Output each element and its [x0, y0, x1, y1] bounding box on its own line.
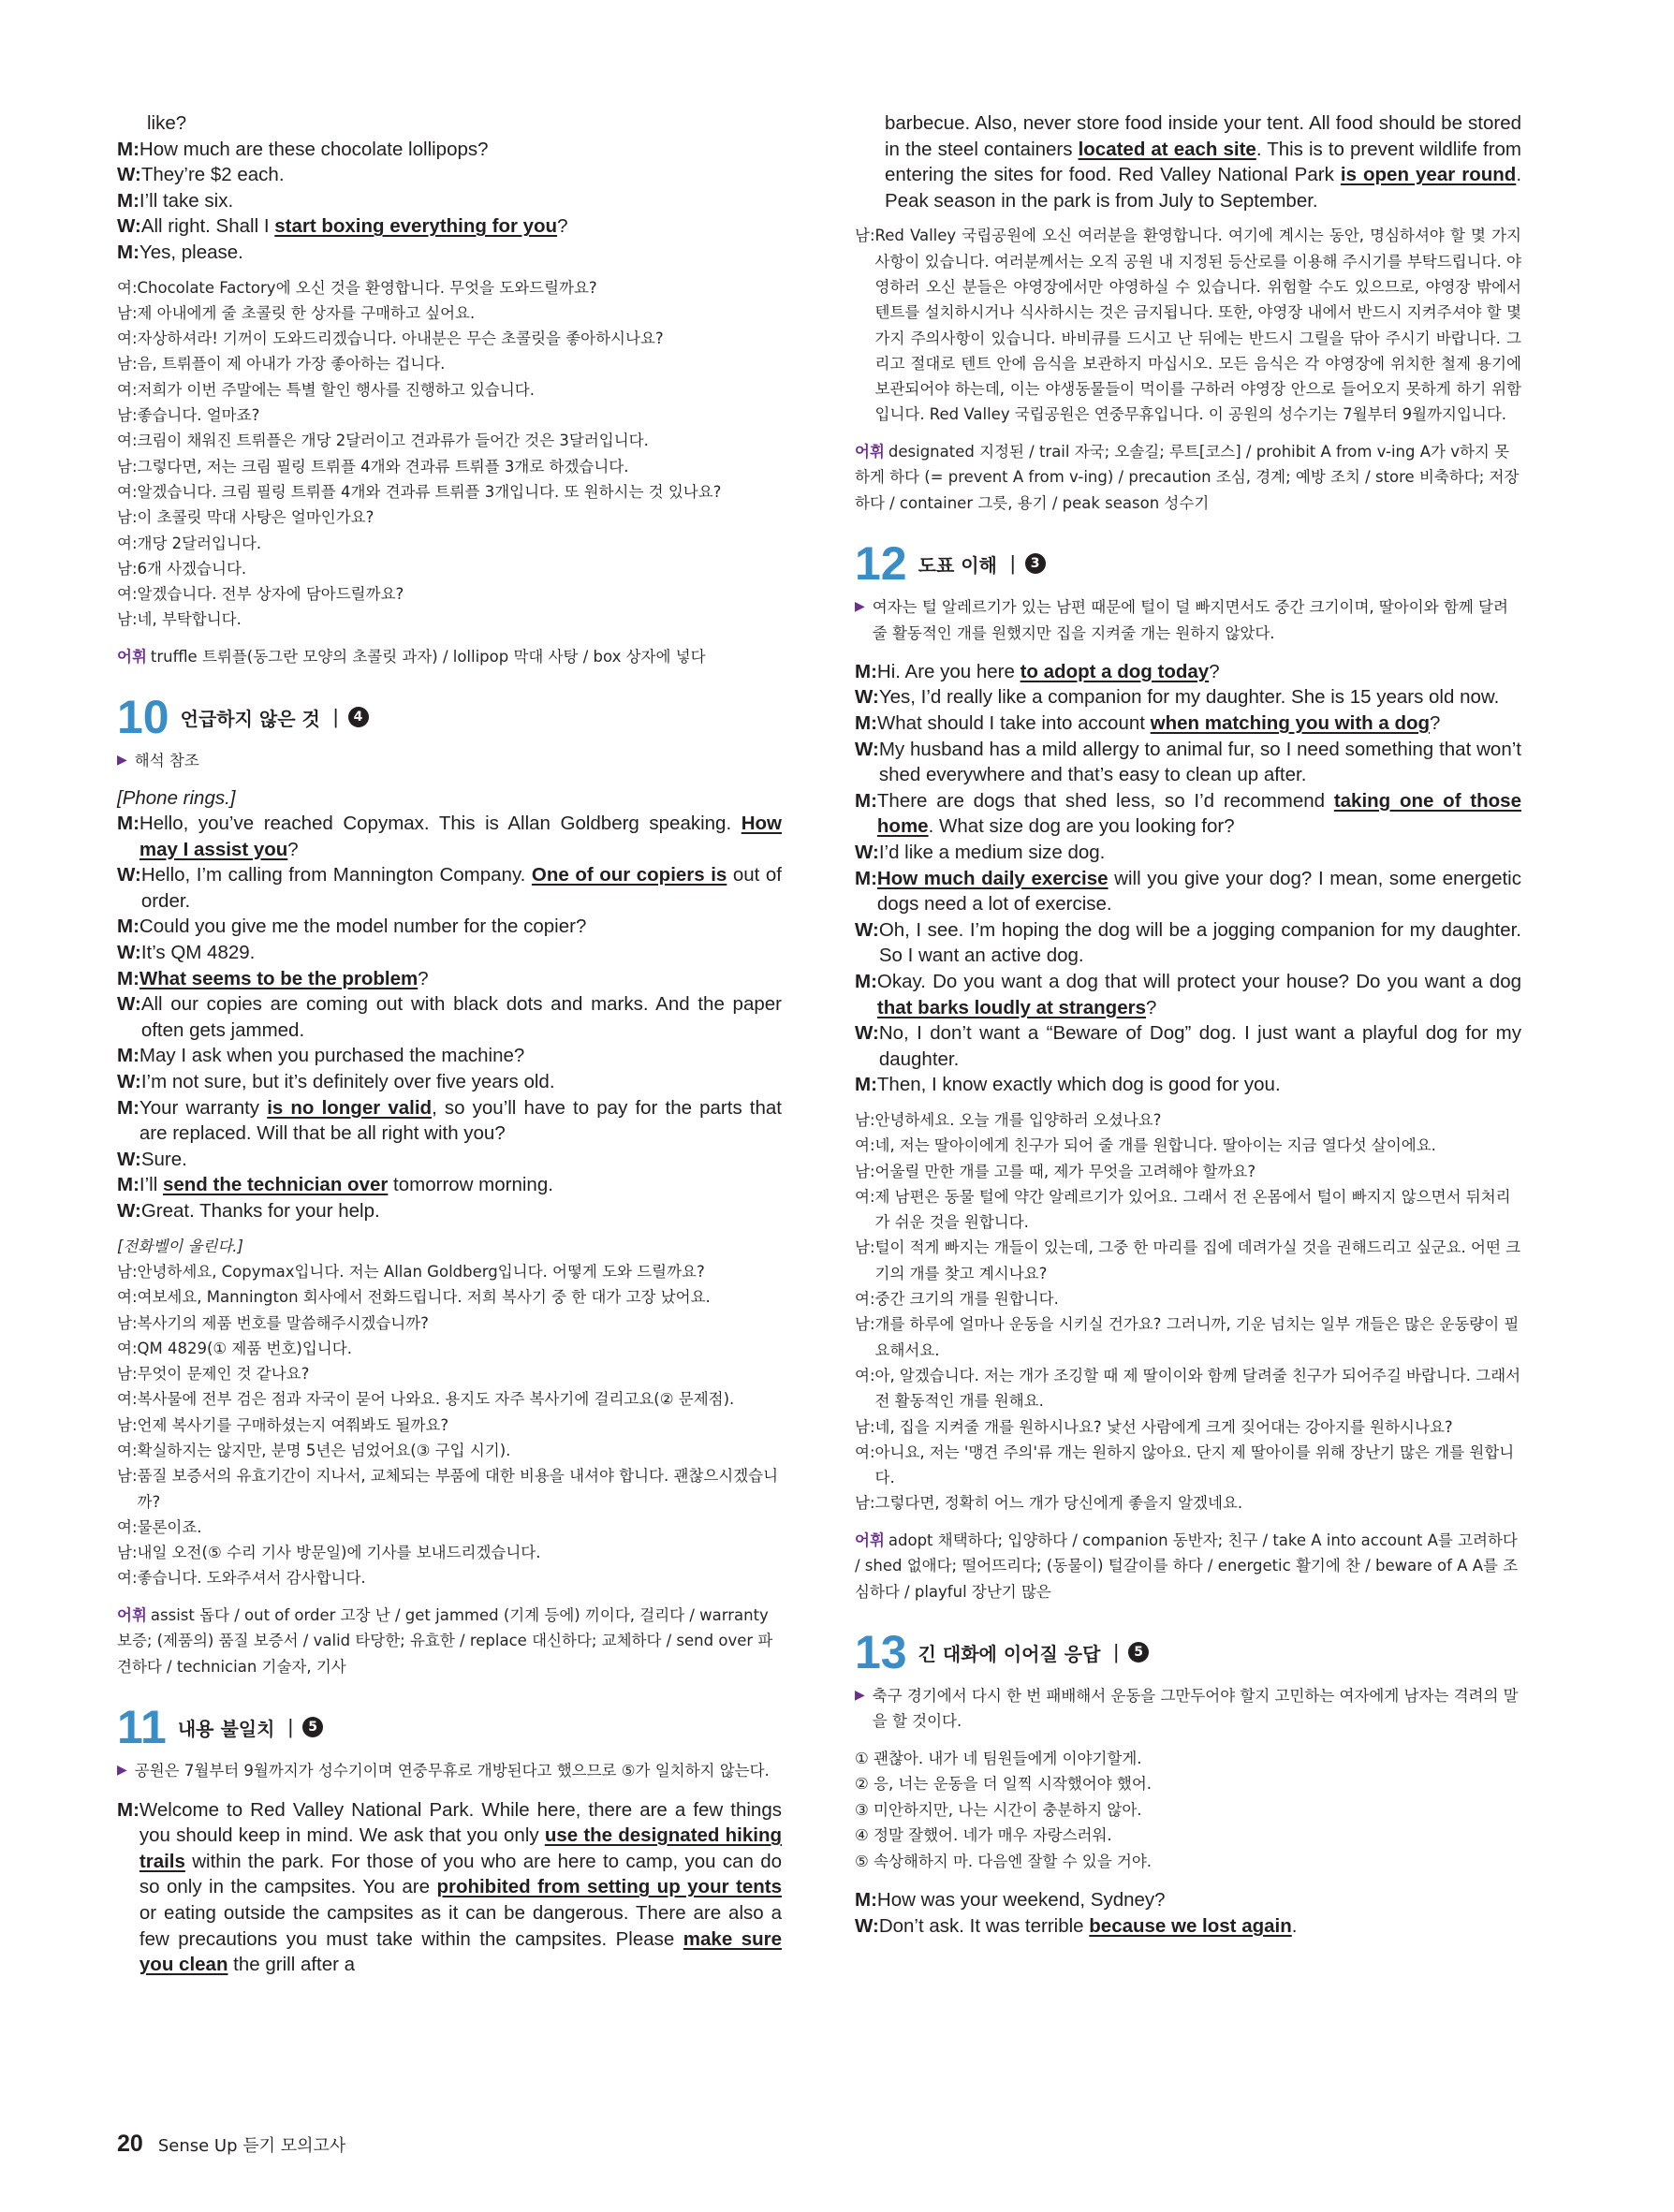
dialogue-line — [117, 213, 782, 240]
speaker-label: M: — [855, 712, 877, 735]
korean-translation-q10 — [117, 1234, 782, 1591]
answer-badge: 4 — [348, 707, 369, 727]
translation-line: 남: 언제 복사기를 구매하셨는지 여쭤봐도 될까요? — [117, 1413, 782, 1438]
speaker-label: M: — [855, 867, 877, 889]
text-segment: My husband has a mild allergy to animal fur, so I need something that won’t shed everywhere and that’s easy to clean up after. — [878, 738, 1521, 786]
question-type: 긴 대화에 이어질 응답 — [918, 1642, 1101, 1665]
key-phrase: because we lost again — [1089, 1914, 1292, 1937]
triangle-icon: ▶ — [117, 1763, 127, 1779]
speaker-label: W: — [117, 164, 141, 186]
key-phrase: that barks loudly at strangers — [876, 996, 1146, 1018]
speaker-label: M: — [117, 916, 140, 938]
speaker-label: 남: — [117, 1313, 138, 1332]
dialogue-line — [117, 940, 782, 966]
translation-line: 남: 그렇다면, 저는 크림 필링 트뤼플 4개와 견과류 트뤼플 3개로 하겠습니다. — [117, 454, 782, 479]
speaker-label: 남: — [117, 508, 138, 527]
speaker-label: M: — [117, 967, 140, 989]
speaker-label: 남: — [855, 1315, 875, 1334]
dialogue-line — [855, 866, 1521, 917]
text-segment: I’d like a medium size dog. — [878, 842, 1106, 863]
dialogue-line — [855, 1887, 1521, 1913]
translation-line: 남: 좋습니다. 얼마죠? — [117, 403, 782, 428]
text-segment: the grill after a — [228, 1954, 356, 1976]
speaker-label: W: — [117, 1200, 141, 1223]
dialogue-line — [855, 684, 1521, 710]
question-11-note: ▶ 공원은 7월부터 9월까지가 성수기이며 연중무휴로 개방된다고 했으므로 ⑤가 일치하지 않는다. — [117, 1758, 782, 1783]
speaker-label: 남: — [117, 406, 138, 425]
triangle-icon: ▶ — [855, 1688, 865, 1704]
speaker-label: M: — [855, 970, 877, 992]
answer-badge: 3 — [1025, 553, 1046, 574]
text-segment: within the park. For those of you who are here to camp, you can do so only in the campsites. You are — [139, 1850, 782, 1898]
text-segment: They’re $2 each. — [140, 164, 285, 186]
speaker-label: M: — [117, 241, 140, 263]
dialogue-line — [855, 737, 1521, 788]
speaker-label: 남: — [117, 1467, 138, 1486]
speaker-label: 여: — [855, 1290, 875, 1309]
speaker-label: 남: — [117, 559, 138, 578]
translation-line: 여: 복사물에 전부 검은 점과 자국이 묻어 나와요. 용지도 자주 복사기에 걸리고요(② 문제점). — [117, 1386, 782, 1412]
speaker-label: 남: — [117, 1544, 138, 1562]
speaker-label: 여: — [855, 1443, 875, 1461]
triangle-icon: ▶ — [855, 599, 865, 615]
speaker-label: M: — [117, 138, 140, 160]
speaker-label: 여: — [117, 585, 138, 604]
speaker-label: 여: — [117, 1517, 138, 1536]
text-segment: ? — [1430, 712, 1441, 735]
text-segment: , so you’ll have to pay for the parts that are replaced. Will that be all right with you? — [139, 1096, 783, 1145]
dialogue-line — [855, 788, 1521, 840]
translation-line: 여: 알겠습니다. 전부 상자에 담아드릴까요? — [117, 581, 782, 607]
translation-line: 남: 네, 집을 지켜줄 개를 원하시나요? 낯선 사람에게 크게 짖어대는 강아지를 원하시나요? — [855, 1414, 1521, 1440]
speaker-label: 여: — [117, 534, 138, 552]
dialogue-line — [117, 991, 782, 1043]
text-segment: like? — [147, 112, 187, 134]
key-phrase: is open year round — [1340, 164, 1517, 186]
question-type: 언급하지 않은 것 — [180, 707, 320, 730]
question-number: 10 — [117, 691, 169, 744]
translation-line: 여: 알겠습니다. 크림 필링 트뤼플 4개와 견과류 트뤼플 3개입니다. 또 원하시는 것 있나요? — [117, 479, 782, 505]
text-segment: How was your weekend, Sydney? — [876, 1889, 1166, 1912]
text-segment: out of order. — [140, 864, 782, 912]
key-phrase: prohibited from setting up your tents — [436, 1876, 782, 1898]
key-phrase: located at each site — [1078, 138, 1256, 160]
dialogue-line — [855, 710, 1521, 737]
translation-line: 여: 여보세요, Mannington 회사에서 전화드립니다. 저희 복사기 중 한 대가 고장 났어요. — [117, 1284, 782, 1310]
text-segment: . This is to prevent wildlife from entering the sites for food. Red Valley National Park — [885, 138, 1522, 186]
speaker-label: 남: — [855, 1110, 875, 1129]
book-title: Sense Up 듣기 모의고사 — [157, 2136, 346, 2156]
speaker-label: W: — [855, 1022, 879, 1045]
dialogue-line — [855, 1020, 1521, 1072]
key-phrase: One of our copiers is — [531, 864, 727, 886]
translation-line: 남: 6개 사겠습니다. — [117, 556, 782, 581]
question-13-note: ▶ 축구 경기에서 다시 한 번 패배해서 운동을 그만두어야 할지 고민하는 여자에게 남자는 격려의 말을 할 것이다. — [855, 1683, 1521, 1735]
key-phrase: taking one of those home — [876, 789, 1521, 838]
text-segment: ? — [418, 967, 429, 989]
speaker-label: W: — [855, 738, 879, 760]
option-3: ③ 미안하지만, 나는 시간이 충분하지 않아. — [855, 1800, 1142, 1819]
question-13-header: 13 긴 대화에 이어질 응답 | 5 — [855, 1629, 1521, 1676]
right-column — [855, 110, 1521, 1939]
question-12-note: ▶ 여자는 털 알레르기가 있는 남편 때문에 털이 덜 빠지면서도 중간 크기이며, 딸아이와 함께 달려줄 활동적인 개를 원했지만 집을 지켜줄 개는 원하지 않았다. — [855, 594, 1521, 646]
translation-line: 남: 제 아내에게 줄 초콜릿 한 상자를 구매하고 싶어요. — [117, 300, 782, 326]
key-phrase: make sure you clean — [139, 1927, 782, 1976]
page-number: 20 — [117, 2131, 143, 2157]
translation-line: 남: 무엇이 문제인 것 같나요? — [117, 1361, 782, 1386]
translation-line: 남: 어울릴 만한 개를 고를 때, 제가 무엇을 고려해야 할까요? — [855, 1159, 1521, 1184]
speaker-label: 여: — [117, 1339, 138, 1357]
text-segment: Yes, I’d really like a companion for my daughter. She is 15 years old now. — [878, 686, 1500, 709]
text-segment: Hi. Are you here — [876, 660, 1021, 682]
speaker-label: W: — [117, 215, 141, 238]
speaker-label: 여: — [117, 330, 138, 348]
question-number: 12 — [855, 537, 907, 591]
vocab-q11: 어휘 designated 지정된 / trail 자국; 오솔길; 루트[코스] / prohibit A from v-ing A가 v하지 못하게 하다 (= prevent A from v-ing) / precaution 조심, 경계; 예방 조치 / store 비축하다; 저장하다 / container 그릇, 용기 / peak season 성수기 — [855, 442, 1520, 512]
text-segment: Hello, you’ve reached Copymax. This is Allan Goldberg speaking. — [139, 813, 742, 835]
page-footer — [117, 2131, 345, 2158]
translation-line: 여: 크림이 채워진 트뤼플은 개당 2달러이고 견과류가 들어간 것은 3달러입니다. — [117, 428, 782, 453]
translation-line: 남: 품질 보증서의 유효기간이 지나서, 교체되는 부품에 대한 비용을 내셔야 합니다. 괜찮으시겠습니까? — [117, 1463, 782, 1515]
dialogue-line — [117, 1198, 782, 1224]
translation-line: 남: 복사기의 제품 번호를 말씀해주시겠습니까? — [117, 1311, 782, 1336]
speaker-label: M: — [855, 789, 877, 812]
text-segment: It’s QM 4829. — [140, 942, 256, 964]
translation-line: 남: 음, 트뤼플이 제 아내가 가장 좋아하는 겁니다. — [117, 351, 782, 376]
translation-line: 여: 네, 저는 딸아이에게 친구가 되어 줄 개를 원합니다. 딸아이는 지금 열다섯 살이에요. — [855, 1133, 1521, 1158]
speaker-label: W: — [117, 1148, 141, 1170]
translation-line: 남: 이 초콜릿 막대 사탕은 얼마인가요? — [117, 505, 782, 530]
text-segment: How much are these chocolate lollipops? — [139, 138, 489, 160]
translation-line: 남: 털이 적게 빠지는 개들이 있는데, 그중 한 마리를 집에 데려가실 것을 권해드리고 싶군요. 어떤 크기의 개를 찾고 계시나요? — [855, 1235, 1521, 1286]
speaker-label: 남: — [117, 303, 138, 322]
translation-line: 남: Red Valley 국립공원에 오신 여러분을 환영합니다. 여기에 계시는 동안, 명심하셔야 할 몇 가지 사항이 있습니다. 여러분께서는 오직 공원 내 지정된 등산로를 이용해 주시기를 부탁드립니다. 야영하러 오신 분들은 야영장에서만 야영하실 수 있습니다. 위험할 수도 있으므로, 야영장 밖에서 텐트를 설치하시거나 식사하시는 것은 금지됩니다. 또한, 야영장 내에서 반드시 지켜주셔야 할 몇 가지 주의사항이 있습니다. 바비큐를 드시고 난 뒤에는 반드시 그릴을 닦아 주시기 바랍니다. 그리고 절대로 텐트 안에 음식을 보관하지 마십시오. 모든 음식은 각 야영장에 위치한 철제 용기에 보관되어야 하는데, 이는 야생동물들이 먹이를 구하러 야영장 안으로 들어오지 못하게 하기 위함입니다. Red Valley 국립공원은 연중무휴입니다. 이 공원의 성수기는 7월부터 9월까지입니다. — [855, 223, 1521, 427]
triangle-icon: ▶ — [117, 753, 127, 769]
dialogue-line — [855, 840, 1521, 866]
speaker-label: W: — [117, 942, 141, 964]
text-segment: ? — [287, 838, 299, 860]
translation-line: 여: 중간 크기의 개를 원합니다. — [855, 1286, 1521, 1311]
left-column — [117, 110, 782, 1978]
speaker-label: 여: — [117, 1390, 138, 1409]
dialogue-top — [117, 110, 782, 266]
dialogue-line — [117, 162, 782, 188]
option-4: ④ 정말 잘했어. 네가 매우 자랑스러워. — [855, 1826, 1112, 1845]
question-12-header: 12 도표 이해 | 3 — [855, 540, 1521, 587]
stage-direction: [Phone rings.] — [117, 786, 236, 809]
korean-translation-q11 — [855, 223, 1521, 427]
dialogue-line — [117, 914, 782, 940]
dialogue-line — [855, 969, 1521, 1020]
translation-line: 여: Chocolate Factory에 오신 것을 환영합니다. 무엇을 도와드릴까요? — [117, 275, 782, 300]
speaker-label: M: — [117, 1174, 140, 1196]
speaker-label: 남: — [117, 610, 138, 629]
text-segment: barbecue. Also, never store food inside your tent. All food should be stored in the steel containers — [885, 112, 1521, 160]
translation-line: 여: 확실하지는 않지만, 분명 5년은 넘었어요(③ 구입 시기). — [117, 1438, 782, 1463]
speaker-label: M: — [855, 660, 877, 682]
dialogue-q11 — [117, 1797, 782, 1978]
translation-line: 남: 안녕하세요. 오늘 개를 입양하러 오셨나요? — [855, 1107, 1521, 1133]
translation-line: 여: 좋습니다. 도와주셔서 감사합니다. — [117, 1565, 782, 1590]
text-segment: Welcome to Red Valley National Park. While here, there are a few things you should keep in mind. We ask that you only — [139, 1798, 782, 1847]
dialogue-line — [855, 659, 1521, 685]
key-phrase: What seems to be the problem — [139, 967, 418, 989]
speaker-label — [855, 110, 885, 213]
dialogue-line — [855, 1072, 1521, 1098]
dialogue-line — [855, 1913, 1521, 1940]
option-5: ⑤ 속상해하지 마. 다음엔 잘할 수 있을 거야. — [855, 1852, 1153, 1870]
dialogue-line — [117, 1797, 782, 1978]
speaker-label: 여: — [117, 482, 138, 501]
text-segment: tomorrow morning. — [388, 1174, 553, 1196]
text-segment: Okay. Do you want a dog that will protect your house? Do you want a dog — [876, 970, 1521, 992]
text-segment: What should I take into account — [876, 712, 1151, 735]
vocab-top: 어휘 truffle 트뤼플(동그란 모양의 초콜릿 과자) / lollipop 막대 사탕 / box 상자에 넣다 — [117, 647, 706, 666]
text-segment: Hello, I’m calling from Mannington Company. — [140, 864, 532, 886]
speaker-label: W: — [117, 1071, 141, 1093]
speaker-label: M: — [117, 1045, 140, 1067]
speaker-label: 남: — [117, 355, 138, 374]
speaker-label: 남: — [117, 1415, 138, 1434]
text-segment: Oh, I see. I’m hoping the dog will be a jogging companion for my daughter. So I want an active dog. — [878, 918, 1521, 967]
text-segment: Great. Thanks for your help. — [140, 1200, 380, 1223]
speaker-label: M: — [117, 1798, 140, 1821]
speaker-label: 남: — [117, 457, 138, 476]
question-10-note: ▶ 해석 참조 — [117, 748, 782, 773]
text-segment: Don’t ask. It was terrible — [878, 1914, 1090, 1937]
dialogue-line — [117, 811, 782, 862]
speaker-label: W: — [117, 864, 141, 886]
speaker-label: 여: — [117, 278, 138, 297]
korean-translation-top — [117, 275, 782, 633]
speaker-label: W: — [855, 1914, 879, 1937]
translation-line: 남: 개를 하루에 얼마나 운동을 시키실 건가요? 그러니까, 기운 넘치는 일부 개들은 많은 운동량이 필요해서요. — [855, 1311, 1521, 1363]
answer-options — [855, 1746, 1521, 1875]
text-segment: . What size dog are you looking for? — [928, 815, 1235, 838]
translation-line: 남: 내일 오전(⑤ 수리 기사 방문일)에 기사를 보내드리겠습니다. — [117, 1540, 782, 1565]
speaker-label: M: — [855, 1074, 877, 1096]
text-segment: . — [1291, 1914, 1298, 1937]
text-segment: Sure. — [140, 1148, 187, 1170]
korean-translation-q12 — [855, 1107, 1521, 1516]
speaker-label: 남: — [117, 1365, 138, 1384]
text-segment: Yes, please. — [139, 241, 243, 263]
speaker-label: 남: — [117, 1262, 138, 1281]
key-phrase: How may I assist you — [139, 813, 782, 860]
dialogue-line — [117, 188, 782, 214]
text-segment: ? — [1209, 660, 1220, 682]
speaker-label: 남: — [855, 227, 875, 245]
speaker-label: 여: — [855, 1136, 875, 1155]
translation-line: 남: 네, 부탁합니다. — [117, 607, 782, 632]
speaker-label: 여: — [117, 380, 138, 399]
key-phrase: when matching you with a dog — [1150, 712, 1431, 735]
text-segment: May I ask when you purchased the machine? — [139, 1045, 525, 1067]
text-segment: I’m not sure, but it’s definitely over five years old. — [140, 1071, 555, 1093]
translation-line: 여: 개당 2달러입니다. — [117, 531, 782, 556]
translation-line: 여: 제 남편은 동물 털에 약간 알레르기가 있어요. 그래서 전 온몸에서 털이 빠지지 않으면서 뒤처리가 쉬운 것을 원합니다. — [855, 1184, 1521, 1236]
speaker-label: W: — [855, 842, 879, 863]
text-segment: ? — [1146, 996, 1157, 1018]
dialogue-line — [117, 240, 782, 266]
translation-line: 여: 자상하셔라! 기꺼이 도와드리겠습니다. 아내분은 무슨 초콜릿을 좋아하시나요? — [117, 326, 782, 351]
translation-line: 여: 물론이죠. — [117, 1515, 782, 1540]
text-segment: will you give your dog? I mean, some energetic dogs need a lot of exercise. — [876, 867, 1521, 916]
question-11-header: 11 내용 불일치 | 5 — [117, 1704, 782, 1751]
key-phrase: start boxing everything for you — [274, 215, 558, 238]
text-segment: Your warranty — [139, 1096, 268, 1119]
text-segment: . Peak season in the park is from July to September. — [885, 164, 1522, 212]
korean-stage-direction: [전화벨이 울린다.] — [117, 1237, 243, 1255]
translation-line: 남: 안녕하세요, Copymax입니다. 저는 Allan Goldberg입니다. 어떻게 도와 드릴까요? — [117, 1259, 782, 1284]
text-segment: All right. Shall I — [140, 215, 275, 238]
answer-badge: 5 — [302, 1717, 323, 1737]
option-1: ① 괜찮아. 내가 네 팀원들에게 이야기할게. — [855, 1749, 1142, 1767]
dialogue-q12 — [855, 659, 1521, 1098]
answer-badge: 5 — [1128, 1642, 1149, 1663]
dialogue-line — [117, 862, 782, 914]
key-phrase: send the technician over — [162, 1174, 389, 1196]
speaker-label: 여: — [855, 1366, 875, 1384]
dialogue-line — [855, 110, 1521, 213]
dialogue-line — [117, 1095, 782, 1147]
text-segment: I’ll take six. — [139, 189, 234, 212]
dialogue-line — [117, 137, 782, 163]
key-phrase: to adopt a dog today — [1020, 660, 1210, 682]
speaker-label: 여: — [117, 1288, 138, 1307]
speaker-label: 남: — [855, 1238, 875, 1257]
translation-line: 여: 아, 알겠습니다. 저는 개가 조깅할 때 제 딸이이와 함께 달려줄 친구가 되어주길 바랍니다. 그래서 전 활동적인 개를 원해요. — [855, 1363, 1521, 1414]
option-2: ② 응, 너는 운동을 더 일찍 시작했어야 했어. — [855, 1775, 1153, 1794]
speaker-label: M: — [117, 1096, 140, 1119]
translation-line: 남: 그렇다면, 정확히 어느 개가 당신에게 좋을지 알겠네요. — [855, 1490, 1521, 1516]
dialogue-line — [117, 1043, 782, 1069]
speaker-label: 남: — [855, 1162, 875, 1180]
question-type: 도표 이해 — [918, 553, 997, 577]
text-segment: Then, I know exactly which dog is good for you. — [876, 1074, 1281, 1096]
speaker-label: 여: — [117, 432, 138, 450]
translation-line: 여: QM 4829(① 제품 번호)입니다. — [117, 1336, 782, 1361]
dialogue-line — [117, 966, 782, 992]
dialogue-line — [117, 110, 782, 137]
text-segment: There are dogs that shed less, so I’d recommend — [876, 789, 1334, 812]
speaker-label: W: — [855, 918, 879, 941]
vocab-q10: 어휘 assist 돕다 / out of order 고장 난 / get jammed (기계 등에) 끼이다, 걸리다 / warranty 보증; (제품의) 품질 보증서 / valid 타당한; 유효한 / replace 대신하다; 교체하다 / send over 파견하다 / technician 기술자, 기사 — [117, 1605, 773, 1676]
speaker-label — [117, 110, 147, 137]
speaker-label: 여: — [855, 1187, 875, 1206]
speaker-label: M: — [117, 813, 140, 835]
dialogue-q10 — [117, 811, 782, 1224]
speaker-label: 여: — [117, 1441, 138, 1459]
translation-line: 여: 저희가 이번 주말에는 특별 할인 행사를 진행하고 있습니다. — [117, 377, 782, 403]
text-segment: ? — [557, 215, 568, 238]
dialogue-line — [117, 1147, 782, 1173]
text-segment: or eating outside the campsites as it can be dangerous. There are also a few precautions you must take within the campsites. Please — [139, 1901, 782, 1950]
text-segment: No, I don’t want a “Beware of Dog” dog. I just want a playful dog for my daughter. — [878, 1022, 1521, 1070]
dialogue-line — [855, 917, 1521, 969]
speaker-label: 여: — [117, 1569, 138, 1588]
text-segment: All our copies are coming out with black dots and marks. And the paper often gets jammed. — [140, 993, 782, 1041]
key-phrase: use the designated hiking trails — [139, 1824, 782, 1872]
speaker-label: M: — [117, 189, 140, 212]
dialogue-line — [117, 1172, 782, 1198]
question-number: 11 — [117, 1701, 167, 1754]
translation-line: 여: 아니요, 저는 '맹견 주의'류 개는 원하지 않아요. 단지 제 딸아이를 위해 장난기 많은 개를 원합니다. — [855, 1440, 1521, 1491]
question-10-header: 10 언급하지 않은 것 | 4 — [117, 694, 782, 740]
vocab-q12: 어휘 adopt 채택하다; 입양하다 / companion 동반자; 친구 / take A into account A를 고려하다 / shed 없애다; 떨어뜨리다; (동물이) 털갈이를 하다 / energetic 활기에 찬 / beware of A A를 조심하다 / playful 장난기 많은 — [855, 1531, 1519, 1601]
speaker-label: W: — [117, 993, 141, 1016]
speaker-label: M: — [855, 1889, 877, 1912]
dialogue-q13 — [855, 1887, 1521, 1939]
speaker-label: 남: — [855, 1494, 875, 1513]
text-segment: I’ll — [139, 1174, 163, 1196]
speaker-label: W: — [855, 686, 879, 709]
text-segment: Could you give me the model number for the copier? — [139, 916, 587, 938]
speaker-label: 남: — [855, 1417, 875, 1436]
dialogue-line — [117, 1069, 782, 1095]
question-number: 13 — [855, 1626, 907, 1679]
key-phrase: How much daily exercise — [876, 867, 1109, 889]
key-phrase: is no longer valid — [267, 1096, 433, 1119]
dialogue-q11-continued — [855, 110, 1521, 213]
question-type: 내용 불일치 — [177, 1717, 275, 1740]
